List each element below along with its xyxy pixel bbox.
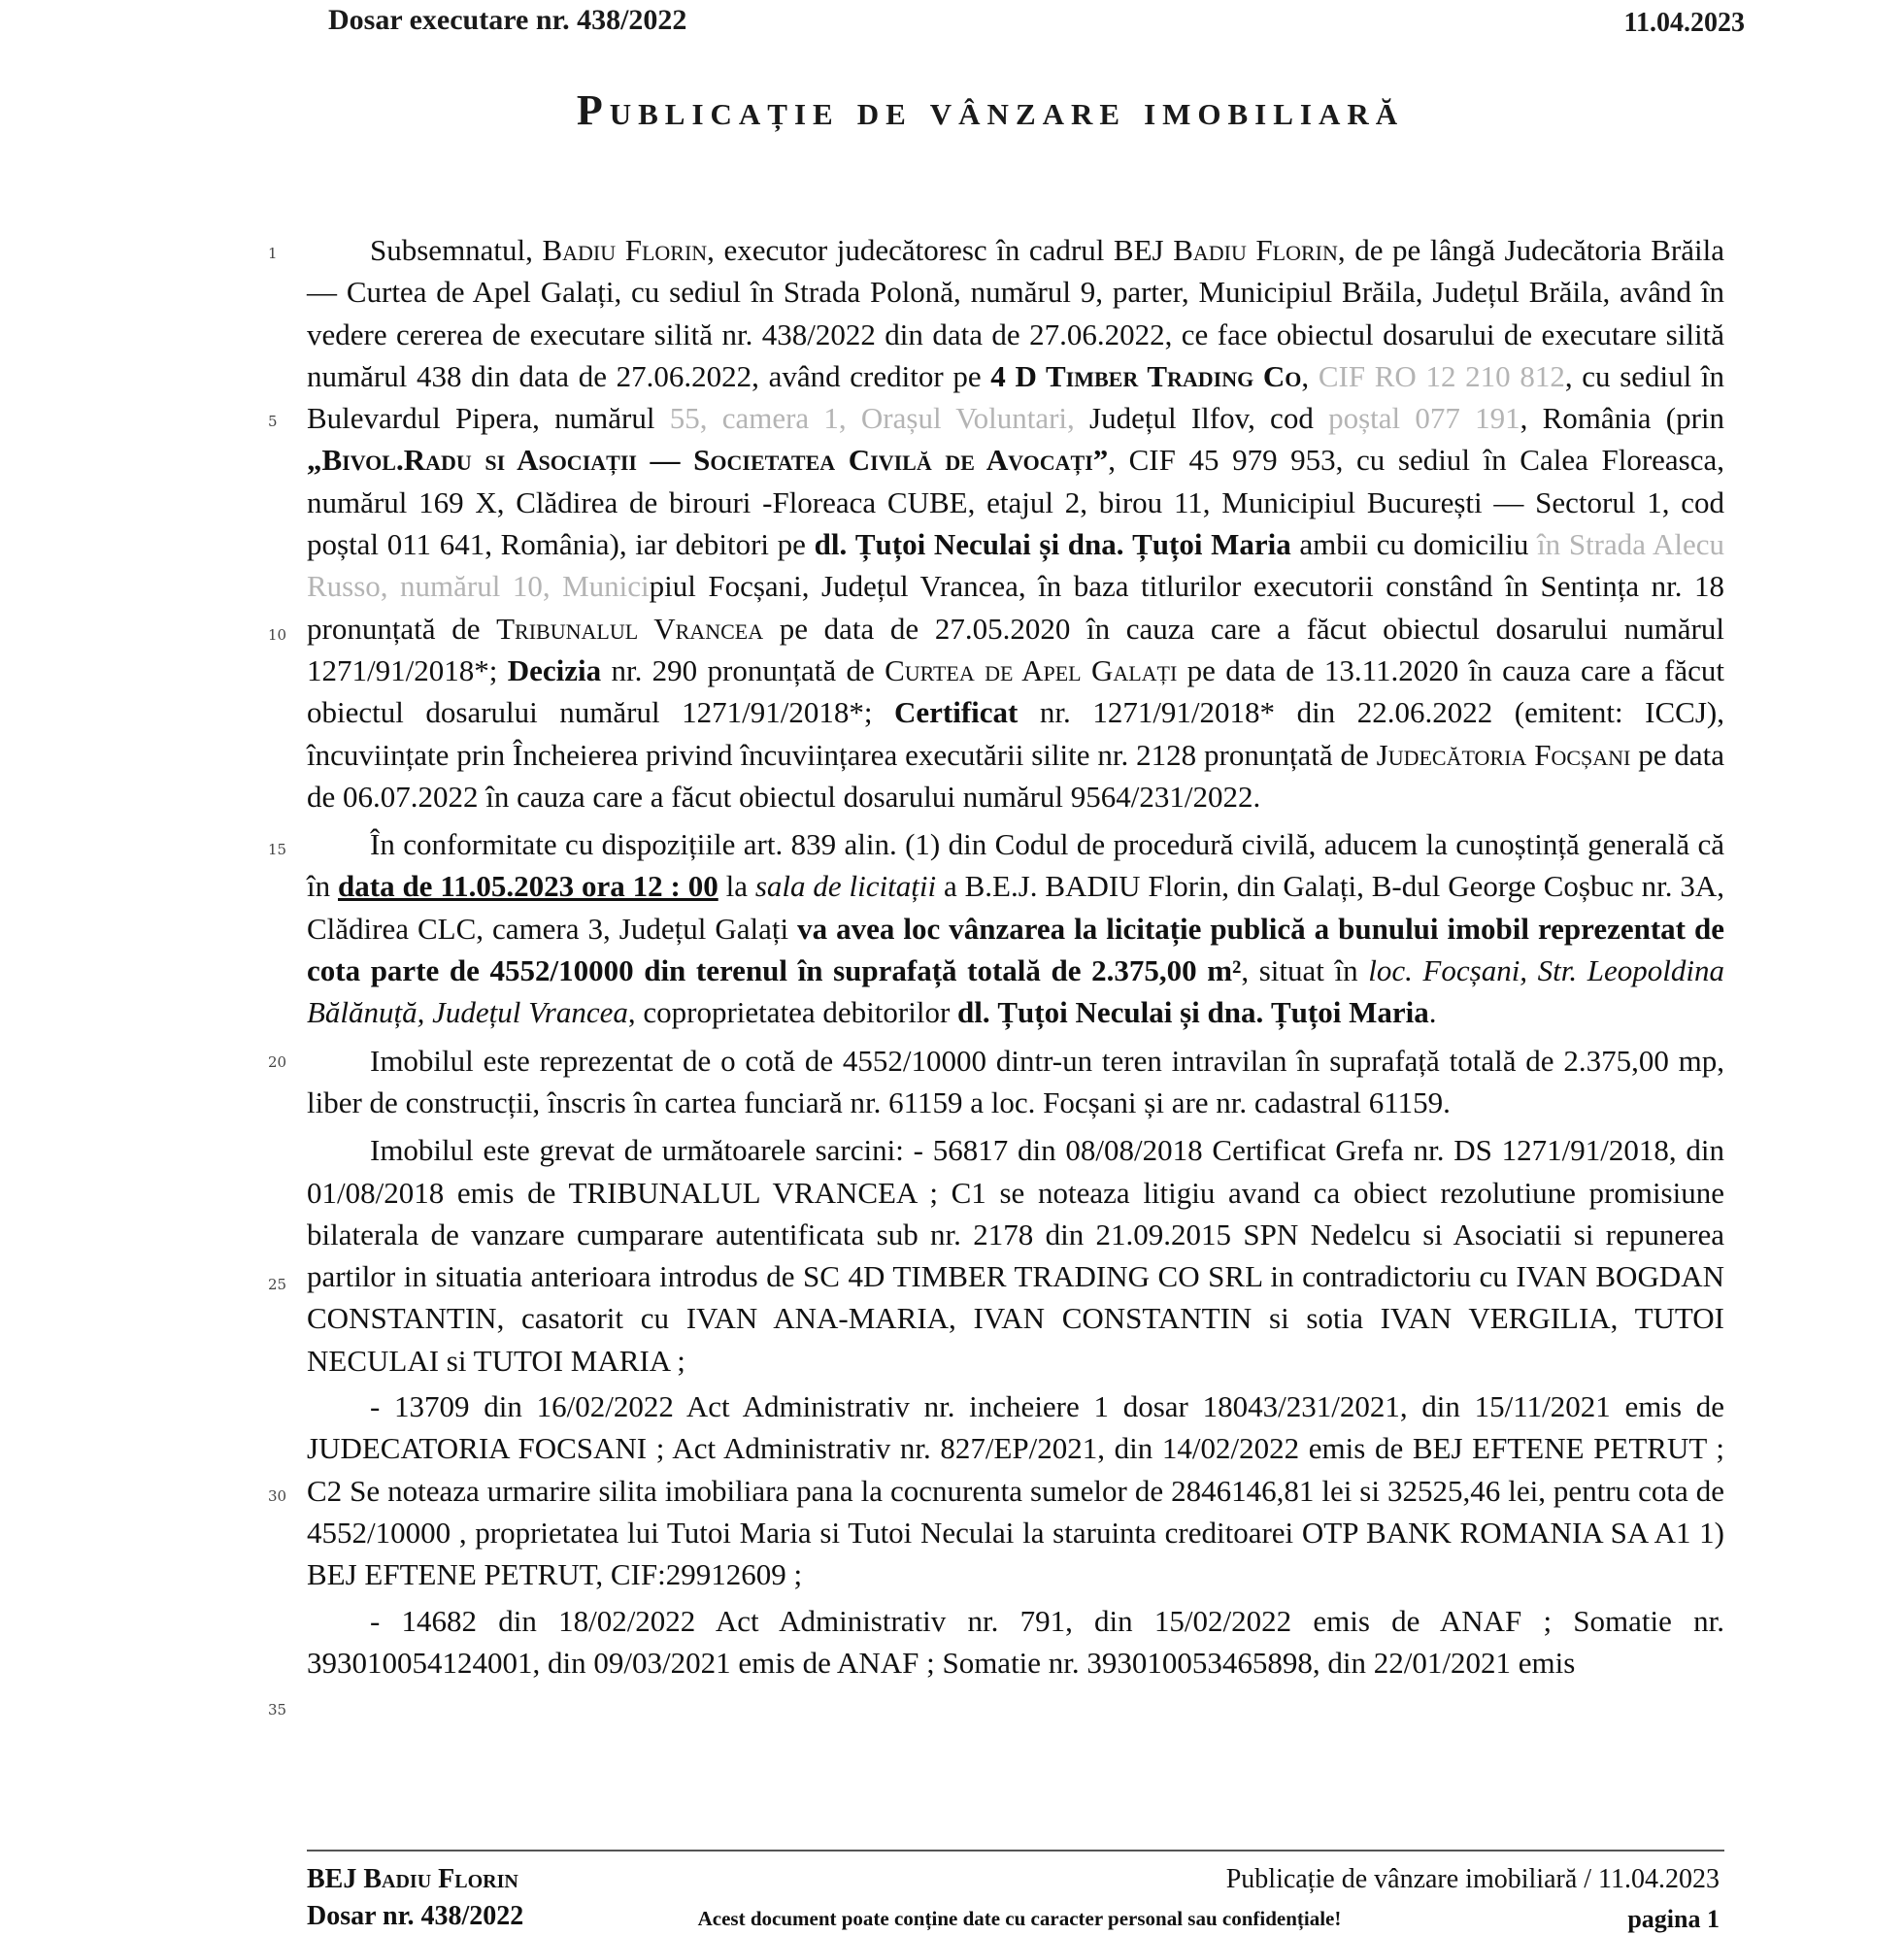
paragraph-encumbrance-anaf: - 14682 din 18/02/2022 Act Administrativ nr. 791, din 15/02/2022 emis de ANAF ; Somatie nr. 393010054124001, din 09/03/2021 emis de ANAF ; Somatie nr. 393010053465898, din 22/01/2021 emis xyxy=(307,1603,1724,1680)
auction-date: data de 11.05.2023 ora 12 : 00 xyxy=(338,869,718,904)
footer-confidentiality-notice: Acest document poate conține date cu caracter personal sau confidențiale! xyxy=(697,1907,1342,1930)
line-number: 30 xyxy=(268,1487,287,1505)
footer-file-reference: Dosar nr. 438/2022 xyxy=(307,1901,524,1931)
document-body xyxy=(307,229,1724,1687)
header-date: 11.04.2023 xyxy=(1623,8,1745,38)
line-number: 1 xyxy=(268,245,278,262)
line-number: 5 xyxy=(268,413,278,430)
line-number: 15 xyxy=(268,841,287,858)
line-number: 35 xyxy=(268,1701,287,1718)
line-number: 10 xyxy=(268,626,287,644)
line-number: 20 xyxy=(268,1053,287,1071)
footer-page-number: pagina 1 xyxy=(1627,1905,1720,1933)
paragraph-encumbrances: Imobilul este grevat de următoarele sarcini: - 56817 din 08/08/2018 Certificat Grefa nr. DS 1271/91/2018, din 01/08/2018 emis de TRIBUNALUL VRANCEA ; C1 se noteaza litigiu avand ca obiect rezolutiune promisiune bilaterala de vanzare cumparare autentificata sub nr. 2178 din 21.09.2015 SPN Nedelcu si Asociatii si repunerea partilor in situatia anterioara introdus de SC 4D TIMBER TRADING CO SRL in contradictoriu cu IVAN BOGDAN CONSTANTIN, casatorit cu IVAN ANA-MARIA, IVAN CONSTANTIN si sotia IVAN VERGILIA, TUTOI NECULAI si TUTOI MARIA ; xyxy=(307,1133,1724,1378)
paragraph-encumbrance-c2: - 13709 din 16/02/2022 Act Administrativ nr. incheiere 1 dosar 18043/231/2021, din 15/11/2021 emis de JUDECATORIA FOCSANI ; Act Administrativ nr. 827/EP/2021, din 14/02/2022 emis de BEJ EFTENE PETRUT ; C2 Se noteaza urmarire silita imobiliara pana la cocnurenta sumelor de 2846146,81 lei si 32525,46 lei, pentru cota de 4552/10000 , proprietatea lui Tutoi Maria si Tutoi Neculai la staruinta creditoarei OTP BANK ROMANIA SA A1 1) BEJ EFTENE PETRUT, CIF:29912609 ; xyxy=(307,1389,1724,1592)
header-file-reference: Dosar executare nr. 438/2022 xyxy=(328,4,687,36)
footer-title-date: Publicație de vânzare imobiliară / 11.04.2023 xyxy=(1225,1864,1720,1894)
footer-office: BEJ Badiu Florin xyxy=(307,1864,518,1894)
paragraph-property-description: Imobilul este reprezentat de o cotă de 4552/10000 dintr-un teren intravilan în suprafață totală de 2.375,00 mp, liber de construcții, înscris în cartea funciară nr. 61159 a loc. Focșani și are nr. cadastral 61159. xyxy=(307,1043,1724,1119)
paragraph-auction-notice: În conformitate cu dispozițiile art. 839 alin. (1) din Codul de procedură civilă, aducem la cunoștință generală că în data de 11.05.2023 ora 12 : 00 la sala de licitații a B.E.J. BADIU Florin, din Galați, B-dul George Coșbuc nr. 3A, Clădirea CLC, camera 3, Județul Galați va avea loc vânzarea la licitație publică a bunului imobil reprezentat de cota parte de 4552/10000 din terenul în suprafață totală de 2.375,00 m², situat în loc. Focșani, Str. Leopoldina Bălănuță, Județul Vrancea, coproprietatea debitorilor dl. Țuțoi Neculai și dna. Țuțoi Maria. xyxy=(307,827,1725,1030)
paragraph-executor-intro: Subsemnatul, Badiu Florin, executor judecătoresc în cadrul BEJ Badiu Florin, de pe lângă Judecătoria Brăila — Curtea de Apel Galați, cu sediul în Strada Polonă, numărul 9, parter, Municipiul Brăila, Județul Brăila, având în vedere cererea de executare silită nr. 438/2022 din data de 27.06.2022, ce face obiectul dosarului de executare silită numărul 438 din data de 27.06.2022, având creditor pe 4 D Timber Trading Co, CIF RO 12 210 812, cu sediul în Bulevardul Pipera, numărul 55, camera 1, Orașul Voluntari, Județul Ilfov, cod poștal 077 191, România (prin „Bivol.Radu si Asociații — Societatea Civilă de Avocați”, CIF 45 979 953, cu sediul în Calea Floreasca, numărul 169 X, Clădirea de birouri -Floreaca CUBE, etajul 2, birou 11, Municipiul București — Sectorul 1, cod poștal 011 641, România), iar debitori pe dl. Țuțoi Neculai și dna. Țuțoi Maria ambii cu domiciliu în Strada Alecu Russo, numărul 10, Municipiul Focșani, Județul Vrancea, în baza titlurilor executorii constând în Sentința nr. 18 pronunțată de Tribunalul Vrancea pe data de 27.05.2020 în cauza care a făcut obiectul dosarului numărul 1271/91/2018*; Decizia nr. 290 pronunțată de Curtea de Apel Galați pe data de 13.11.2020 în cauza care a făcut obiectul dosarului numărul 1271/91/2018*; Certificat nr. 1271/91/2018* din 22.06.2022 (emitent: ICCJ), încuviințate prin Încheierea privind încuviințarea executării silite nr. 2128 pronunțată de Judecătoria Focșani pe data de 06.07.2022 în cauza care a făcut obiectul dosarului numărul 9564/231/2022. xyxy=(307,233,1725,814)
footer-divider xyxy=(307,1850,1724,1852)
document-title: Publicație de vânzare imobiliară xyxy=(576,86,1405,134)
line-number: 25 xyxy=(268,1276,287,1293)
